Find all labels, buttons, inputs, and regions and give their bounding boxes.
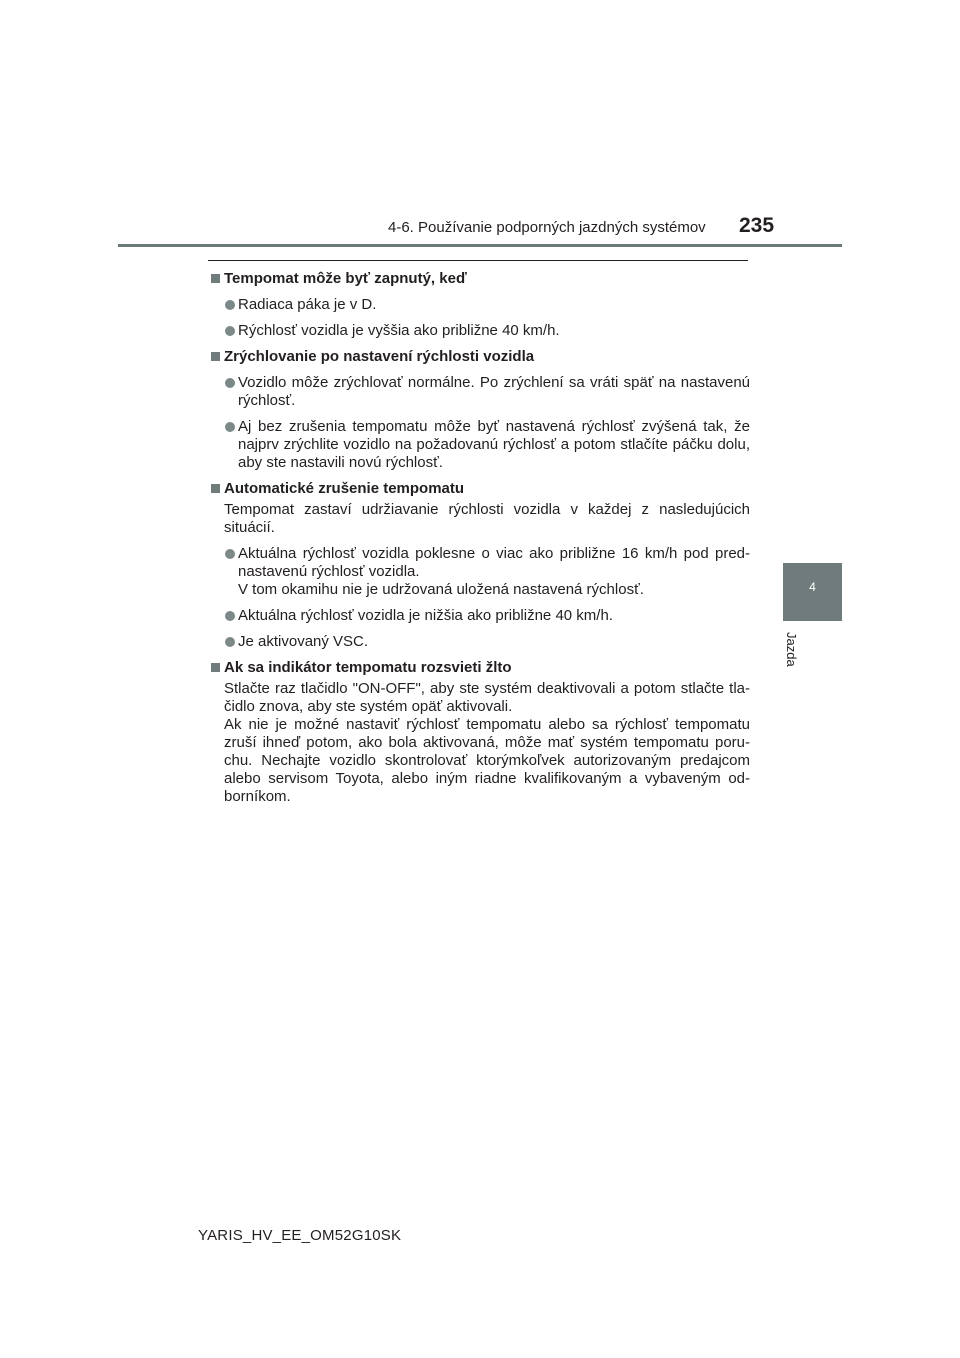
paragraph-line: chu. Nechajte vozidlo skontrolovať ktorýmkoľvek autorizovaným predajcom [224,752,750,769]
list-item-line: najprv zrýchlite vozidlo na požadovanú rýchlosť a potom stlačíte páčku dolu, [238,436,750,453]
section-intro [210,501,750,537]
list-item [210,633,750,651]
list-item-text: Radiaca páka je v D. [238,296,377,313]
square-bullet-icon [211,484,220,493]
section-heading [210,480,750,498]
list-item-line: rýchlosť. [238,392,296,409]
paragraph-line: zruší ihneď potom, ako bola aktivovaná, môže mať systém tempomatu poru- [224,734,750,751]
list-item [210,296,750,314]
section-heading [210,659,750,677]
list-item [210,374,750,410]
list-item-line: aby ste nastavili novú rýchlosť. [238,454,443,471]
list-item-line: V tom okamihu nie je udržovaná uložená nastavená rýchlosť. [238,581,644,598]
section-heading [210,348,750,366]
list-item-text: Je aktivovaný VSC. [238,633,369,650]
circle-bullet-icon [225,611,235,621]
list-item [210,545,750,599]
chapter-label [782,628,806,688]
section-indikator-zlto [210,659,750,806]
paragraph-line: čidlo znova, aby ste systém opäť aktivovali. [224,698,513,715]
circle-bullet-icon [225,378,235,388]
circle-bullet-icon [225,300,235,310]
content-rule [208,260,748,261]
circle-bullet-icon [225,422,235,432]
square-bullet-icon [211,352,220,361]
list-item-text: Aktuálna rýchlosť vozidla je nižšia ako približne 40 km/h. [238,607,613,624]
list-item [210,418,750,472]
square-bullet-icon [211,274,220,283]
document-code: YARIS_HV_EE_OM52G10SK [198,1227,402,1244]
list-item-line: Aj bez zrušenia tempomatu môže byť nastavená rýchlosť zvýšená tak, že [238,418,750,435]
square-bullet-icon [211,663,220,672]
page-number: 235 [739,214,775,237]
list-item-line: Aktuálna rýchlosť vozidla poklesne o viac ako približne 16 km/h pod pred- [238,545,750,562]
section-heading-text: Zrýchlovanie po nastavení rýchlosti vozidla [224,348,535,365]
section-heading-text: Automatické zrušenie tempomatu [224,480,465,497]
chapter-number: 4 [809,580,816,594]
section-paragraph [210,680,750,806]
section-title: 4-6. Používanie podporných jazdných systémov [388,219,706,236]
list-item-line: nastavenú rýchlosť vozidla. [238,563,420,580]
section-heading-text: Tempomat môže byť zapnutý, keď [224,270,467,287]
paragraph-line: alebo servisom Toyota, alebo iným riadne kvalifikovaným a vybaveným od- [224,770,750,787]
paragraph-line: Ak nie je možné nastaviť rýchlosť tempomatu alebo sa rýchlosť tempomatu [224,716,750,733]
content-body [210,266,750,806]
list-item-text: Rýchlosť vozidla je vyššia ako približne 40 km/h. [238,322,560,339]
list-item-line: Vozidlo môže zrýchlovať normálne. Po zrýchlení sa vráti späť na nastavenú [238,374,750,391]
list-item [210,607,750,625]
list-item [210,322,750,340]
section-intro-text: Tempomat zastaví udržiavanie rýchlosti vozidla v každej z nasledujúcich situácií. [224,501,750,536]
section-zrychlovanie [210,348,750,472]
header-rule [118,244,842,247]
section-heading-text: Ak sa indikátor tempomatu rozsvieti žlto [224,659,512,676]
section-tempomat-zapnuty [210,270,750,340]
section-heading [210,270,750,288]
circle-bullet-icon [225,549,235,559]
chapter-label-text: Jazda [784,632,799,667]
chapter-tab[interactable] [783,563,842,621]
paragraph-line: Stlačte raz tlačidlo "ON-OFF", aby ste systém deaktivovali a potom stlačte tla- [224,680,750,697]
section-automaticke-zrusenie [210,480,750,651]
circle-bullet-icon [225,637,235,647]
paragraph-line: borníkom. [224,788,291,805]
circle-bullet-icon [225,326,235,336]
